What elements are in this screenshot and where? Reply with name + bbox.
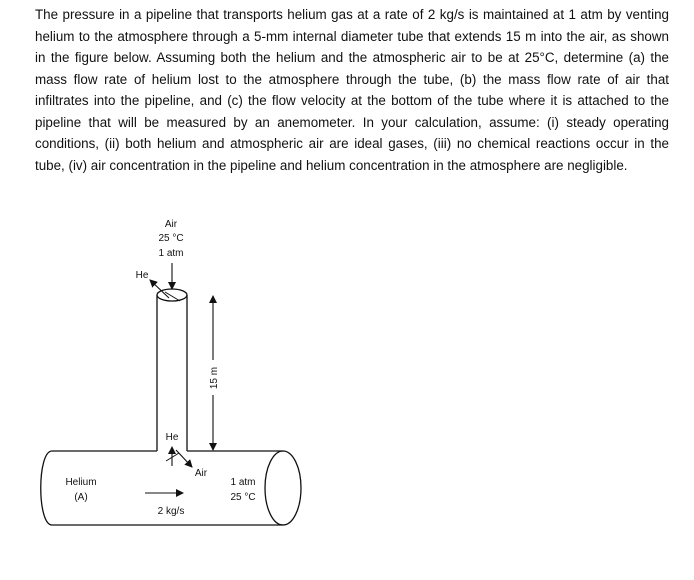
top-pressure-label: 1 atm: [158, 248, 184, 259]
pipe-pressure-label: 1 atm: [230, 477, 256, 488]
top-helium-label: He: [135, 270, 149, 281]
top-air-label: Air: [164, 219, 178, 230]
problem-statement: The pressure in a pipeline that transports helium gas at a rate of 2 kg/s is maintained at 1 atm by venting helium to the atmosphere through a 5-mm internal diameter tube that extends 15 m into the air, as shown in the figure below. Assuming both the helium and the atmospheric air to be at 25°C, determine (a) the mass flow rate of helium lost to the atmosphere through the tube, (b) the mass flow rate of air that infiltrates into the pipeline, and (c) the flow velocity at the bottom of the tube where it is attached to the pipeline that will be measured by an anemometer. In your calculation, assume: (i) steady operating conditions, (ii) both helium and atmospheric air are ideal gases, (iii) no chemical reactions occur in the tube, (iv) air concentration in the pipeline and helium concentration in the atmosphere are negligible.: [35, 7, 669, 173]
bottom-helium-label: He: [165, 432, 179, 443]
pipe-temperature-label: 25 °C: [230, 492, 256, 503]
vent-tube: [157, 289, 187, 451]
helium-label: Helium: [65, 477, 97, 488]
pipeline-left-end: [41, 451, 52, 525]
pipeline-right-end: [265, 451, 301, 525]
tube-length-label: 15 m: [209, 366, 220, 390]
air-downflow-arrow: [176, 450, 192, 467]
top-temperature-label: 25 °C: [158, 233, 184, 244]
helium-sub-label: (A): [74, 492, 88, 503]
bottom-air-label: Air: [194, 468, 208, 479]
flow-rate-label: 2 kg/s: [157, 506, 185, 517]
